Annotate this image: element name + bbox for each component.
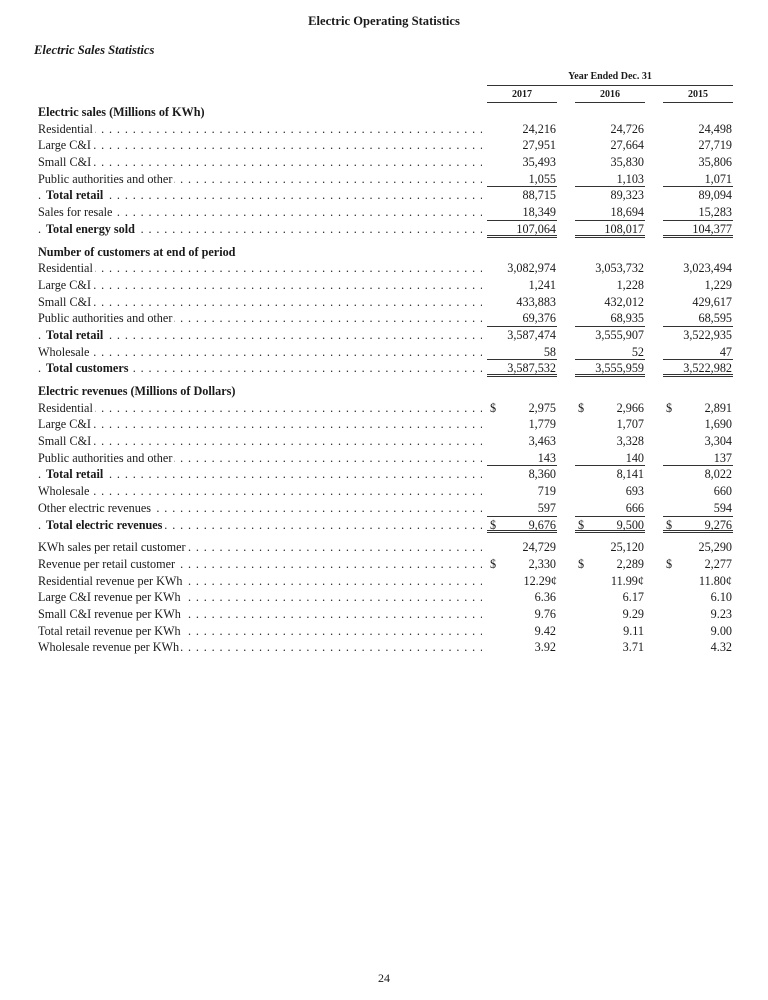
row-label-text: Total customers [46,361,129,376]
row-label [38,327,482,344]
row-label [38,360,482,377]
row-label-text: Residential [38,261,93,276]
row-label-text: Large C&I revenue per KWh [38,590,181,605]
value-2015 [663,517,733,534]
section-heading-label: Electric revenues (Millions of Dollars) [38,384,236,398]
row-label [38,589,482,606]
value-text: 2,891 [704,400,732,415]
row-label-text: Small C&I [38,294,92,309]
value-2017: 69,376 [487,310,557,327]
value-2016: 432,012 [604,294,644,309]
row-label-text: Revenue per retail customer [38,556,176,571]
section-heading-label: Number of customers at end of period [38,244,236,259]
value-2015: 3,304 [704,434,732,449]
value-2016: 3,053,732 [595,261,644,276]
value-2015: 68,595 [663,310,733,327]
value-2016: 1,228 [616,277,644,292]
value-2016: 3,555,907 [595,327,644,342]
value-2015: 3,023,494 [683,261,732,276]
row-label-text: Total retail revenue per KWh [38,623,181,638]
table-row [38,154,738,171]
row-label [38,623,482,640]
table-row [38,556,738,573]
value-text: 9,276 [704,517,732,532]
value-2017: 88,715 [522,188,556,203]
value-2015: 9.23 [710,606,732,621]
value-2016: 8,141 [616,467,644,482]
table-row [38,171,738,188]
table-row [38,344,738,361]
table-row [38,400,738,417]
value-2015: 15,283 [663,204,733,221]
section-heading-revenues [38,383,738,400]
table-row-total [38,327,738,344]
page-number: 24 [378,971,390,985]
section-heading-label: Electric sales (Millions of KWh) [38,105,205,119]
row-label-text: Residential [38,121,93,136]
row-label-text: Wholesale [38,484,90,499]
row-label [38,277,482,294]
value-2016: 25,120 [610,540,644,555]
value-2016: 24,726 [610,121,644,136]
table-row [38,260,738,277]
row-label [38,294,482,311]
value-2015: 1,071 [663,171,733,188]
currency-symbol: $ [666,400,673,415]
value-2017: 1,241 [528,277,556,292]
value-2017: 9.76 [534,606,556,621]
row-label-text: Large C&I [38,277,91,292]
value-2016: 3,555,959 [575,360,645,377]
value-2016: 108,017 [575,221,645,238]
value-2015 [663,556,733,573]
table-row-total [38,466,738,483]
table-row [38,639,738,656]
value-2016 [575,556,645,573]
value-2016: 6.17 [622,590,644,605]
row-label [38,204,482,221]
value-2017: 8,360 [528,467,556,482]
row-label-text: Sales for resale [38,205,113,220]
value-2015: 3,522,935 [683,327,732,342]
row-label [38,260,482,277]
currency-symbol: $ [578,556,585,571]
value-2016: 35,830 [610,155,644,170]
value-2015: 660 [713,484,732,499]
row-label [38,310,482,327]
value-2016: 27,664 [610,138,644,153]
row-label-text: Large C&I [38,138,91,153]
value-2017 [487,517,557,534]
row-label [38,606,482,623]
year-header-2017: 2017 [487,89,557,103]
value-2016: 666 [575,500,645,517]
value-2017: 12.29¢ [523,573,557,588]
value-2016: 3.71 [622,640,644,655]
value-2017: 3,587,474 [507,327,556,342]
row-label [38,221,482,238]
row-label-text: Other electric revenues [38,500,152,515]
row-label [38,137,482,154]
value-2016: 9.29 [622,606,644,621]
value-2015: 594 [663,500,733,517]
row-label-text: Total retail [46,327,104,342]
row-label [38,344,482,361]
row-label [38,639,482,656]
table-row-grand-total [38,221,738,238]
row-label-text: Public authorities and other [38,450,173,465]
value-2017: 18,349 [487,204,557,221]
value-2017: 3,082,974 [507,261,556,276]
value-2016: 89,323 [610,188,644,203]
value-2015: 137 [663,450,733,467]
value-2015: 8,022 [704,467,732,482]
value-2017: 597 [487,500,557,517]
row-label [38,539,482,556]
currency-symbol: $ [578,400,585,415]
year-headers [487,89,733,103]
value-2017 [487,556,557,573]
value-2015 [663,400,733,417]
value-2017: 143 [487,450,557,467]
value-2015: 9.00 [710,623,732,638]
period-header: Year Ended Dec. 31 [487,71,733,86]
value-2016 [575,517,645,534]
value-2016: 9.11 [623,623,644,638]
table-row [38,416,738,433]
row-label-text: Residential [38,400,93,415]
row-label-text: Total retail [46,467,104,482]
row-label [38,450,482,467]
table-row [38,589,738,606]
table-row [38,483,738,500]
value-text: 2,289 [616,556,644,571]
table-row [38,433,738,450]
year-header-2015: 2015 [663,89,733,103]
table-row [38,277,738,294]
value-2016: 693 [625,484,644,499]
value-2017: 35,493 [522,155,556,170]
value-2016: 68,935 [575,310,645,327]
value-2017: 3,587,532 [487,360,557,377]
row-label-text: Small C&I [38,155,92,170]
table-row [38,573,738,590]
value-2015: 1,229 [704,277,732,292]
row-label [38,171,482,188]
value-2017: 1,055 [487,171,557,188]
table-row [38,623,738,640]
value-2017: 719 [537,484,556,499]
row-label [38,400,482,417]
table-row-grand-total [38,360,738,377]
row-label [38,500,482,517]
value-2015: 6.10 [710,590,732,605]
value-2016: 1,707 [616,417,644,432]
value-2017 [487,400,557,417]
value-2015: 27,719 [698,138,732,153]
row-label-text: Wholesale revenue per KWh [38,640,180,655]
row-label-text: Public authorities and other [38,171,173,186]
table-row [38,310,738,327]
row-label [38,483,482,500]
value-2016: 3,328 [616,434,644,449]
currency-symbol: $ [666,556,673,571]
value-2015: 11.80¢ [698,573,732,588]
value-2015: 1,690 [704,417,732,432]
value-2017: 27,951 [522,138,556,153]
section-title: Electric Sales Statistics [34,43,155,57]
value-text: 2,975 [528,400,556,415]
section-heading-sales [38,104,738,121]
row-label [38,556,482,573]
table-row [38,606,738,623]
table-row [38,137,738,154]
value-text: 2,966 [616,400,644,415]
value-2017: 6.36 [534,590,556,605]
value-2017: 3.92 [534,640,556,655]
value-2015: 4.32 [710,640,732,655]
row-label [38,187,482,204]
table-row [38,294,738,311]
row-label [38,121,482,138]
row-label-text: Total electric revenues [46,517,163,532]
row-label-text: Total energy sold [46,221,135,236]
year-header-2016: 2016 [575,89,645,103]
value-2016: 18,694 [575,204,645,221]
value-text: 9,676 [528,517,556,532]
table-row [38,204,738,221]
value-2017: 433,883 [516,294,556,309]
value-2015: 35,806 [698,155,732,170]
value-2015: 104,377 [663,221,733,238]
value-2015: 24,498 [698,121,732,136]
statistics-table [38,104,738,656]
value-text: 2,330 [528,556,556,571]
row-label [38,433,482,450]
value-text: 2,277 [704,556,732,571]
value-text: 9,500 [616,517,644,532]
value-2016 [575,400,645,417]
table-row-grand-total [38,517,738,534]
value-2015: 429,617 [692,294,732,309]
currency-symbol: $ [490,517,497,532]
value-2017: 3,463 [528,434,556,449]
value-2017: 24,216 [522,121,556,136]
value-2017: 1,779 [528,417,556,432]
section-heading-customers [38,244,738,261]
row-label-text: Residential revenue per KWh [38,573,183,588]
row-label-text: Small C&I revenue per KWh [38,606,181,621]
table-row [38,539,738,556]
row-label-text: Small C&I [38,434,92,449]
table-row-total [38,187,738,204]
value-2015: 3,522,982 [663,360,733,377]
table-row [38,500,738,517]
row-label-text: Wholesale [38,344,90,359]
page-title: Electric Operating Statistics [308,14,460,28]
table-row [38,450,738,467]
value-2017: 24,729 [522,540,556,555]
value-2016: 1,103 [575,171,645,188]
currency-symbol: $ [666,517,673,532]
table-row [38,121,738,138]
currency-symbol: $ [578,517,585,532]
row-label-text: Large C&I [38,417,91,432]
value-2016: 52 [575,344,645,361]
value-2015: 89,094 [698,188,732,203]
value-2017: 9.42 [534,623,556,638]
value-2016: 11.99¢ [610,573,644,588]
currency-symbol: $ [490,400,497,415]
row-label [38,517,482,534]
row-label-text: Public authorities and other [38,311,173,326]
row-label [38,416,482,433]
row-label [38,154,482,171]
currency-symbol: $ [490,556,497,571]
value-2015: 47 [663,344,733,361]
value-2016: 140 [575,450,645,467]
value-2017: 58 [487,344,557,361]
value-2017: 107,064 [487,221,557,238]
row-label [38,466,482,483]
value-2015: 25,290 [698,540,732,555]
row-label [38,573,482,590]
row-label-text: KWh sales per retail customer [38,540,186,555]
row-label-text: Total retail [46,188,104,203]
